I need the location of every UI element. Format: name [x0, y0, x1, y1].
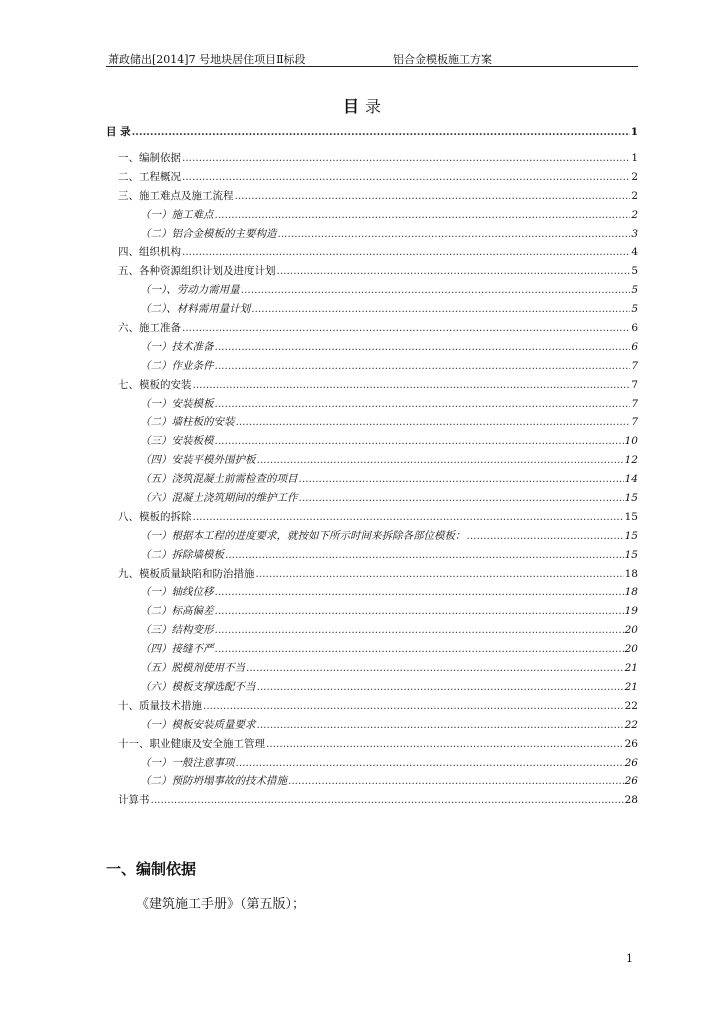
toc-dot-leader — [467, 527, 624, 546]
toc-entry-page: 28 — [624, 794, 638, 807]
toc-entry[interactable] — [106, 225, 638, 244]
toc-entry-text: （六）混凝土浇筑期间的维护工作 — [140, 492, 298, 505]
toc-dot-leader — [132, 121, 630, 143]
toc-dot-leader — [236, 413, 631, 432]
toc-entry[interactable] — [106, 621, 638, 640]
table-of-contents — [106, 121, 638, 810]
toc-entry[interactable] — [106, 470, 638, 489]
toc-entry-page: 15 — [624, 548, 638, 561]
toc-entry[interactable] — [106, 697, 638, 716]
toc-entry[interactable] — [106, 168, 638, 187]
toc-entry-page: 4 — [631, 246, 638, 259]
toc-entry-text: （二）铝合金模板的主要构造 — [140, 227, 277, 240]
toc-entry-text: （一）安装模板 — [140, 397, 214, 410]
toc-entry[interactable] — [106, 451, 638, 470]
toc-entry[interactable] — [106, 508, 638, 527]
section-heading: 一、编制依据 — [106, 860, 197, 878]
toc-dot-leader — [251, 300, 630, 319]
toc-entry-text: （二）标高偏差 — [140, 605, 214, 618]
toc-entry-page: 14 — [624, 473, 638, 486]
toc-entry-page: 10 — [624, 435, 638, 448]
toc-entry-text: 一、编制依据 — [118, 152, 181, 164]
toc-entry-page: 19 — [624, 605, 638, 618]
toc-entry-text: （六）模板支撑选配不当 — [140, 680, 256, 693]
toc-entry-page: 1 — [630, 126, 638, 138]
toc-entry-page: 7 — [631, 397, 638, 410]
toc-entry-page: 5 — [631, 265, 638, 278]
header-divider — [106, 66, 638, 67]
toc-entry-text: （四）接缝不严 — [140, 643, 214, 656]
toc-entry-text: 计算书 — [118, 794, 150, 807]
toc-entry-page: 3 — [631, 227, 638, 240]
toc-entry-page: 7 — [631, 416, 638, 429]
toc-entry[interactable] — [106, 149, 638, 168]
toc-entry[interactable] — [106, 262, 638, 281]
toc-entry-text: 七、模板的安装 — [118, 378, 192, 391]
toc-dot-leader — [236, 754, 624, 773]
toc-entry[interactable] — [106, 527, 638, 546]
toc-entry-text: 六、施工准备 — [118, 322, 181, 335]
toc-entry[interactable] — [106, 754, 638, 773]
toc-entry[interactable] — [106, 640, 638, 659]
toc-entry-text: 十、质量技术措施 — [118, 699, 202, 712]
toc-entry-text: （一）技术准备 — [140, 340, 214, 353]
toc-entry-text: 二、工程概况 — [118, 170, 181, 183]
toc-entry-text: （二）预防坍塌事故的技术措施 — [140, 775, 287, 788]
toc-dot-leader — [215, 395, 631, 414]
page-number: 1 — [626, 952, 633, 965]
toc-entry-page: 26 — [624, 775, 638, 788]
toc-entry-page: 15 — [624, 529, 638, 542]
toc-entry-page: 2 — [631, 208, 638, 221]
toc-dot-leader — [203, 697, 624, 716]
toc-entry-text: 四、组织机构 — [118, 246, 181, 259]
toc-entry-text: 十一、职业健康及安全施工管理 — [118, 737, 265, 750]
toc-dot-leader — [215, 206, 631, 225]
toc-entry[interactable] — [106, 319, 638, 338]
toc-dot-leader — [193, 376, 631, 395]
toc-entry-text: （三）结构变形 — [140, 624, 214, 637]
toc-entry[interactable] — [106, 565, 638, 584]
header-document-title: 铝合金模板施工方案 — [393, 53, 492, 66]
toc-title-sub: 录 — [365, 97, 382, 116]
toc-entry-text: （二）墙柱板的安装 — [140, 416, 235, 429]
toc-dot-leader — [182, 243, 630, 262]
toc-entry-page: 1 — [631, 152, 638, 164]
toc-entry[interactable] — [106, 281, 638, 300]
toc-entry-page: 12 — [624, 454, 638, 467]
toc-entry-text: （一）轴线位移 — [140, 586, 214, 599]
toc-dot-leader — [215, 338, 631, 357]
toc-entry-text: 目 录 — [106, 126, 131, 138]
toc-entry-page: 2 — [631, 189, 638, 202]
toc-entry[interactable] — [106, 432, 638, 451]
toc-entry-page: 7 — [631, 378, 638, 391]
toc-entry-page: 21 — [624, 680, 638, 693]
toc-entry[interactable] — [106, 376, 638, 395]
toc-dot-leader — [241, 281, 631, 300]
toc-dot-leader — [215, 357, 631, 376]
toc-entry-text: （四）安装平模外围护板 — [140, 454, 256, 467]
toc-dot-leader — [257, 678, 624, 697]
toc-entry-text: 八、模板的拆除 — [118, 510, 192, 523]
toc-dot-leader — [278, 225, 631, 244]
toc-title — [0, 94, 724, 117]
toc-dot-leader — [151, 791, 624, 810]
toc-entry[interactable] — [106, 357, 638, 376]
toc-entry-page: 6 — [631, 322, 638, 335]
toc-dot-leader — [288, 772, 624, 791]
toc-entry[interactable] — [106, 121, 638, 143]
toc-entry[interactable] — [106, 206, 638, 225]
toc-entry[interactable] — [106, 716, 638, 735]
header-project-name: 萧政储出[2014]7 号地块居住项目Ⅱ标段 — [108, 53, 306, 66]
toc-dot-leader — [257, 451, 624, 470]
toc-entry-text: （一）模板安装质量要求 — [140, 718, 256, 731]
toc-entry-text: （二）作业条件 — [140, 359, 214, 372]
toc-entry-page: 26 — [624, 756, 638, 769]
toc-entry-page: 20 — [624, 624, 638, 637]
toc-entry-page: 22 — [624, 699, 638, 712]
toc-dot-leader — [246, 659, 624, 678]
toc-entry[interactable] — [106, 338, 638, 357]
toc-title-main: 目 — [342, 97, 359, 116]
toc-dot-leader — [266, 735, 624, 754]
toc-entry-page: 20 — [624, 643, 638, 656]
toc-entry[interactable] — [106, 659, 638, 678]
toc-entry[interactable] — [106, 413, 638, 432]
toc-entry-text: （五）脱模剂使用不当 — [140, 662, 245, 675]
toc-entry-page: 21 — [624, 662, 638, 675]
toc-entry[interactable] — [106, 187, 638, 206]
toc-dot-leader — [215, 583, 624, 602]
toc-entry-page: 18 — [624, 586, 638, 599]
toc-entry-page: 22 — [624, 718, 638, 731]
toc-dot-leader — [235, 187, 631, 206]
toc-entry-text: 九、模板质量缺陷和防治措施 — [118, 567, 255, 580]
toc-entry[interactable] — [106, 678, 638, 697]
toc-dot-leader — [299, 489, 624, 508]
toc-entry-text: （二）、材料需用量计划 — [140, 303, 251, 316]
toc-entry-text: （一）根据本工程的进度要求，就按如下所示时间来拆除各部位模板： — [140, 529, 466, 542]
toc-entry[interactable] — [106, 583, 638, 602]
toc-entry-page: 5 — [631, 284, 638, 297]
toc-entry-text: 三、施工难点及施工流程 — [118, 189, 234, 202]
toc-entry-page: 18 — [624, 567, 638, 580]
toc-dot-leader — [225, 546, 624, 565]
toc-entry[interactable] — [106, 791, 638, 810]
toc-entry-text: 五、各种资源组织计划及进度计划 — [118, 265, 276, 278]
toc-entry[interactable] — [106, 735, 638, 754]
toc-entry-page: 5 — [631, 303, 638, 316]
toc-dot-leader — [215, 640, 624, 659]
toc-entry-text: （一）一般注意事项 — [140, 756, 235, 769]
toc-entry[interactable] — [106, 489, 638, 508]
toc-dot-leader — [215, 621, 624, 640]
toc-dot-leader — [215, 432, 624, 451]
toc-entry[interactable] — [106, 772, 638, 791]
toc-entry[interactable] — [106, 395, 638, 414]
toc-entry-page: 2 — [631, 170, 638, 183]
toc-entry-page: 15 — [624, 492, 638, 505]
toc-dot-leader — [182, 149, 630, 168]
toc-dot-leader — [215, 602, 624, 621]
toc-entry-text: （五）浇筑混凝土前需检查的项目 — [140, 473, 298, 486]
toc-entry-text: （三）安装板模 — [140, 435, 214, 448]
toc-entry[interactable] — [106, 300, 638, 319]
toc-dot-leader — [193, 508, 624, 527]
toc-dot-leader — [256, 565, 624, 584]
toc-entry[interactable] — [106, 243, 638, 262]
toc-entry-page: 26 — [624, 737, 638, 750]
toc-entry-text: （一）、劳动力需用量 — [140, 284, 240, 297]
toc-entry[interactable] — [106, 546, 638, 565]
body-paragraph: 《建筑施工手册》（第五版）； — [136, 897, 306, 912]
toc-dot-leader — [299, 470, 624, 489]
toc-entry[interactable] — [106, 602, 638, 621]
toc-dot-leader — [182, 319, 630, 338]
toc-entry-page: 7 — [631, 359, 638, 372]
toc-entry-text: （二）拆除墙模板 — [140, 548, 224, 561]
toc-dot-leader — [182, 168, 630, 187]
toc-entry-page: 15 — [624, 510, 638, 523]
toc-entry-text: （一）施工难点 — [140, 208, 214, 221]
toc-dot-leader — [277, 262, 631, 281]
toc-dot-leader — [257, 716, 624, 735]
toc-entry-page: 6 — [631, 340, 638, 353]
